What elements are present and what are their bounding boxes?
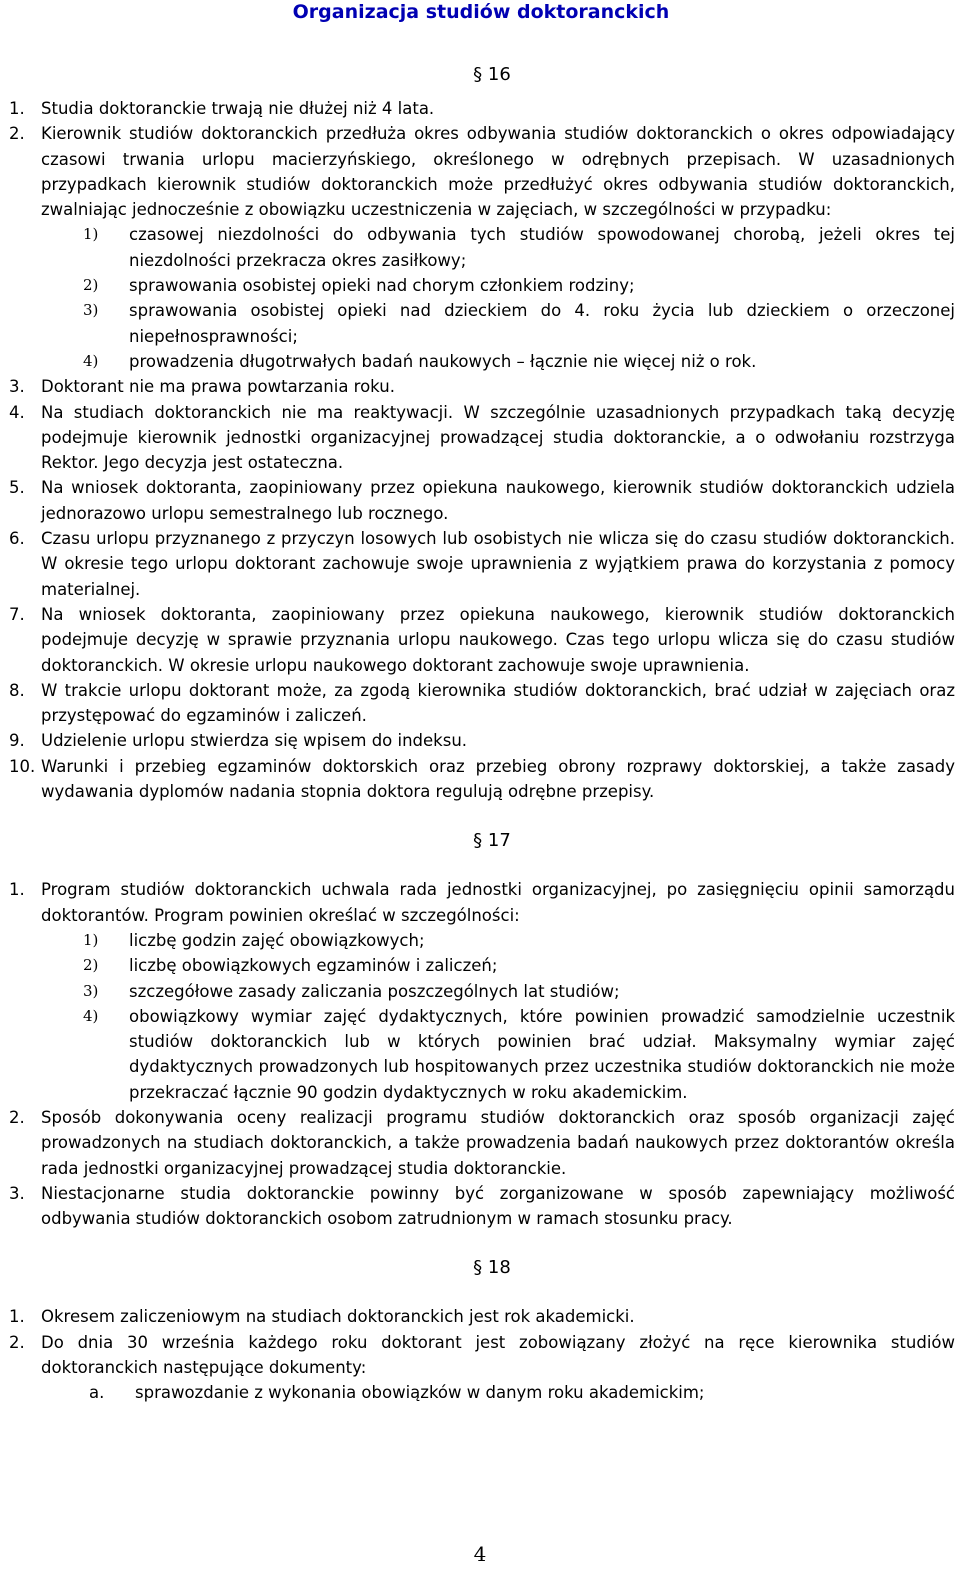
sub-list-item: a. sprawozdanie z wykonania obowiązków w danym roku akademickim;: [89, 1383, 705, 1403]
sub-list-item: 1) liczbę godzin zajęć obowiązkowych;: [83, 930, 425, 950]
list-item: 4. Na studiach doktoranckich nie ma reaktywacji. W szczególnie uzasadnionych przypadkach taką decyzję podejmuje kierownik jednostki organizacyjnej prowadzącej studia doktoranckie, a o odwołaniu rozstrzyga Rektor. Jego decyzja jest ostateczna.: [9, 402, 955, 473]
list-item: 1. Program studiów doktoranckich uchwala rada jednostki organizacyjnej, po zasięgnięciu opinii samorządu doktorantów. Program powinien określać w szczególności:: [9, 880, 955, 925]
sub-list-item: 1) czasowej niezdolności do odbywania tych studiów spowodowanej chorobą, jeżeli okres tej niezdolności przekracza okres zasiłkowy;: [83, 225, 955, 270]
document-title: Organizacja studiów doktoranckich: [292, 1, 670, 23]
section-heading-17: § 17: [473, 830, 511, 852]
list-item: 5. Na wniosek doktoranta, zaopiniowany przez opiekuna naukowego, kierownik studiów doktoranckich udziela jednorazowo urlopu semestralnego lub rocznego.: [9, 478, 955, 523]
section-heading-18: § 18: [473, 1257, 511, 1279]
sub-list-item: 2) liczbę obowiązkowych egzaminów i zaliczeń;: [83, 956, 498, 976]
list-item: 6. Czasu urlopu przyznanego z przyczyn losowych lub osobistych nie wlicza się do czasu studiów doktoranckich. W okresie tego urlopu doktorant zachowuje swoje uprawnienia z wyjątkiem prawa do korzystania z pomocy materialnej.: [9, 529, 955, 599]
sub-list-item: 2) sprawowania osobistej opieki nad chorym członkiem rodziny;: [83, 276, 635, 296]
list-item: 2. Do dnia 30 września każdego roku doktorant jest zobowiązany złożyć na ręce kierownika studiów doktoranckich następujące dokumenty:: [9, 1332, 955, 1378]
sub-list-item: 3) szczegółowe zasady zaliczania poszczególnych lat studiów;: [83, 981, 620, 1001]
page-number: 4: [473, 1542, 487, 1566]
list-item: 2. Sposób dokonywania oceny realizacji programu studiów doktoranckich oraz sposób organizacji zajęć prowadzonych na studiach doktoranckich, a także prowadzenia badań naukowych przez doktorantów określa rada jednostki organizacyjnej prowadzącej studia doktoranckie.: [9, 1107, 955, 1178]
list-item: 8. W trakcie urlopu doktorant może, za zgodą kierownika studiów doktoranckich, brać udział w zajęciach oraz przystępować do egzaminów i zaliczeń.: [9, 680, 955, 726]
section-heading-16: § 16: [473, 64, 511, 85]
section-18-body: [7, 1304, 955, 1405]
list-item: 3. Niestacjonarne studia doktoranckie powinny być zorganizowane w sposób zapewniający możliwość odbywania studiów doktoranckich osobom zatrudnionym w ramach stosunku pracy.: [9, 1183, 955, 1229]
list-item: 3. Doktorant nie ma prawa powtarzania roku.: [9, 377, 395, 397]
document-page: [7, 0, 955, 1406]
list-item: 7. Na wniosek doktoranta, zaopiniowany przez opiekuna naukowego, kierownik studiów doktoranckich podejmuje decyzję w sprawie przyznania urlopu naukowego. Czas tego urlopu wlicza się do czasu studiów doktoranckich. W okresie urlopu naukowego doktorant zachowuje swoje uprawnienia.: [9, 604, 955, 675]
list-item: 1. Studia doktoranckie trwają nie dłużej niż 4 lata.: [9, 99, 435, 118]
sub-list-item: 3) sprawowania osobistej opieki nad dzieckiem do 4. roku życia lub dzieckiem o orzeczonej niepełnosprawności;: [83, 301, 955, 346]
list-item: 2. Kierownik studiów doktoranckich przedłuża okres odbywania studiów doktoranckich o okres odpowiadający czasowi trwania urlopu macierzyńskiego, określonego w odrębnych przepisach. W uzasadnionych przypadkach kierownik studiów doktoranckich może przedłużyć okres odbywania studiów doktoranckich, zwalniając jednocześnie z obowiązku uczestniczenia w zajęciach, w szczególności w przypadku:: [9, 124, 955, 220]
list-item: 1. Okresem zaliczeniowym na studiach doktoranckich jest rok akademicki.: [9, 1307, 635, 1327]
list-item: 10. Warunki i przebieg egzaminów doktorskich oraz przebieg obrony rozprawy doktorskiej, a także zasady wydawania dyplomów nadania stopnia doktora regulują odrębne przepisy.: [9, 756, 955, 802]
section-16-body: [7, 96, 955, 804]
list-item: 9. Udzielenie urlopu stwierdza się wpisem do indeksu.: [9, 731, 468, 751]
section-17-body: [7, 877, 955, 1231]
sub-list-item: 4) obowiązkowy wymiar zajęć dydaktycznych, które powinien prowadzić samodzielnie uczestnik studiów doktoranckich lub w których powinien brać udział. Maksymalny wymiar zajęć dydaktycznych prowadzonych lub hospitowanych przez uczestnika studiów doktoranckich nie może przekraczać łącznie 90 godzin dydaktycznych w roku akademickim.: [83, 1006, 955, 1102]
sub-list-item: 4) prowadzenia długotrwałych badań naukowych – łącznie nie więcej niż o rok.: [83, 351, 757, 371]
